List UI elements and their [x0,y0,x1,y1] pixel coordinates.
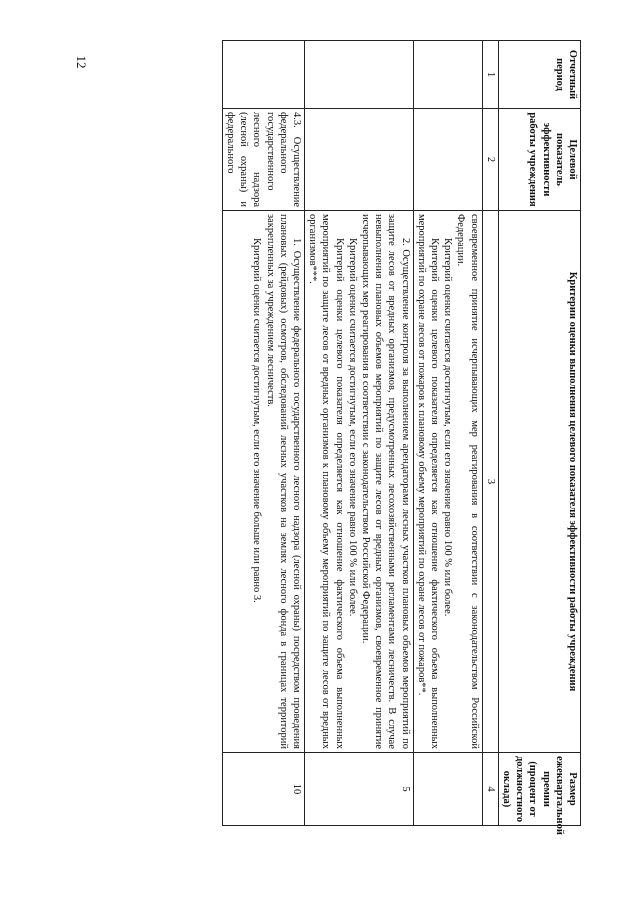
indicator-cell [304,109,413,211]
header-indicator: Целевой показатель эффективности работы учреждения [498,109,580,211]
criteria-paragraph: Критерий оценки считается достигнутым, если его значение равно 100 % или более. [346,238,358,617]
header-period: Отчетный период [498,41,580,109]
column-number: 1 [482,41,498,109]
period-cell [304,41,413,109]
table-header-row [498,41,580,826]
criteria-cell [222,211,304,753]
criteria-paragraph: 1. Осуществление федерального государственного лесного надзора (лесной охраны) посредством проведения плановых (рейдовых) осмотров, обследований лесных участков на землях лесного фонда в границах территорий закрепленных за учреждением лесничеств. [264,214,302,749]
column-number-row [482,41,498,826]
indicator-cell [413,109,482,211]
table-row [413,41,482,826]
criteria-paragraph: Критерий оценки считается достигнутым, если его значение равно 100 % или более. [442,238,454,617]
indicator-cell: 4.3. Осуществление федерального государственного лесного надзора (лесной охраны) и федерального [222,109,304,211]
column-number: 3 [482,211,498,753]
bonus-value-cell: 10 [222,753,304,826]
criteria-paragraph: Критерий оценки целевого показателя определяется как отношение фактического объема выполненных мероприятий по защите лесов от вредных организмов к плановому объему мероприятий по защите лесов от вредных организмов***. [307,214,345,749]
period-cell [222,41,304,109]
column-number: 2 [482,109,498,211]
header-bonus-size: Размер ежеквартальной премии (процент от должностного оклада) [498,753,580,826]
rotated-table-container [111,40,581,835]
criteria-cell [413,211,482,753]
criteria-cell [304,211,413,753]
table-row [304,41,413,826]
bonus-value-cell [413,753,482,826]
column-number: 4 [482,753,498,826]
criteria-paragraph: своевременное принятие исчерпывающих мер реагирования в соответствии с законодательством Российской Федерации. [455,214,480,749]
table-row [222,41,304,826]
criteria-paragraph: Критерий оценки целевого показателя определяется как отношение фактического объема выполненных мероприятий по охране лесов от пожаров к плановому объему мероприятий по охране лесов от пожаров**. [415,214,440,749]
header-criteria: Критерии оценки выполнения целевого показателя эффективности работы учреждения [498,211,580,753]
indicators-table [222,40,581,835]
bonus-value-cell: 5 [304,753,413,826]
criteria-paragraph: 2. Осуществление контроля за выполнением арендаторами лесных участков плановых объемов мероприятий по защите лесов от вредных организмов, предусмотренных лесохозяйственными регламентами лесничеств. В случае невыполнения плановых объемов мероприятий по защите лесов от вредных организмов, своевременное принятие исчерпывающих мер реагирования в соответствии с законодательством Российской Федерации. [359,214,411,749]
page-number: 12 [74,55,89,69]
criteria-paragraph: Критерий оценки считается достигнутым, если его значение больше или равно 3. [251,238,263,603]
period-cell [413,41,482,109]
